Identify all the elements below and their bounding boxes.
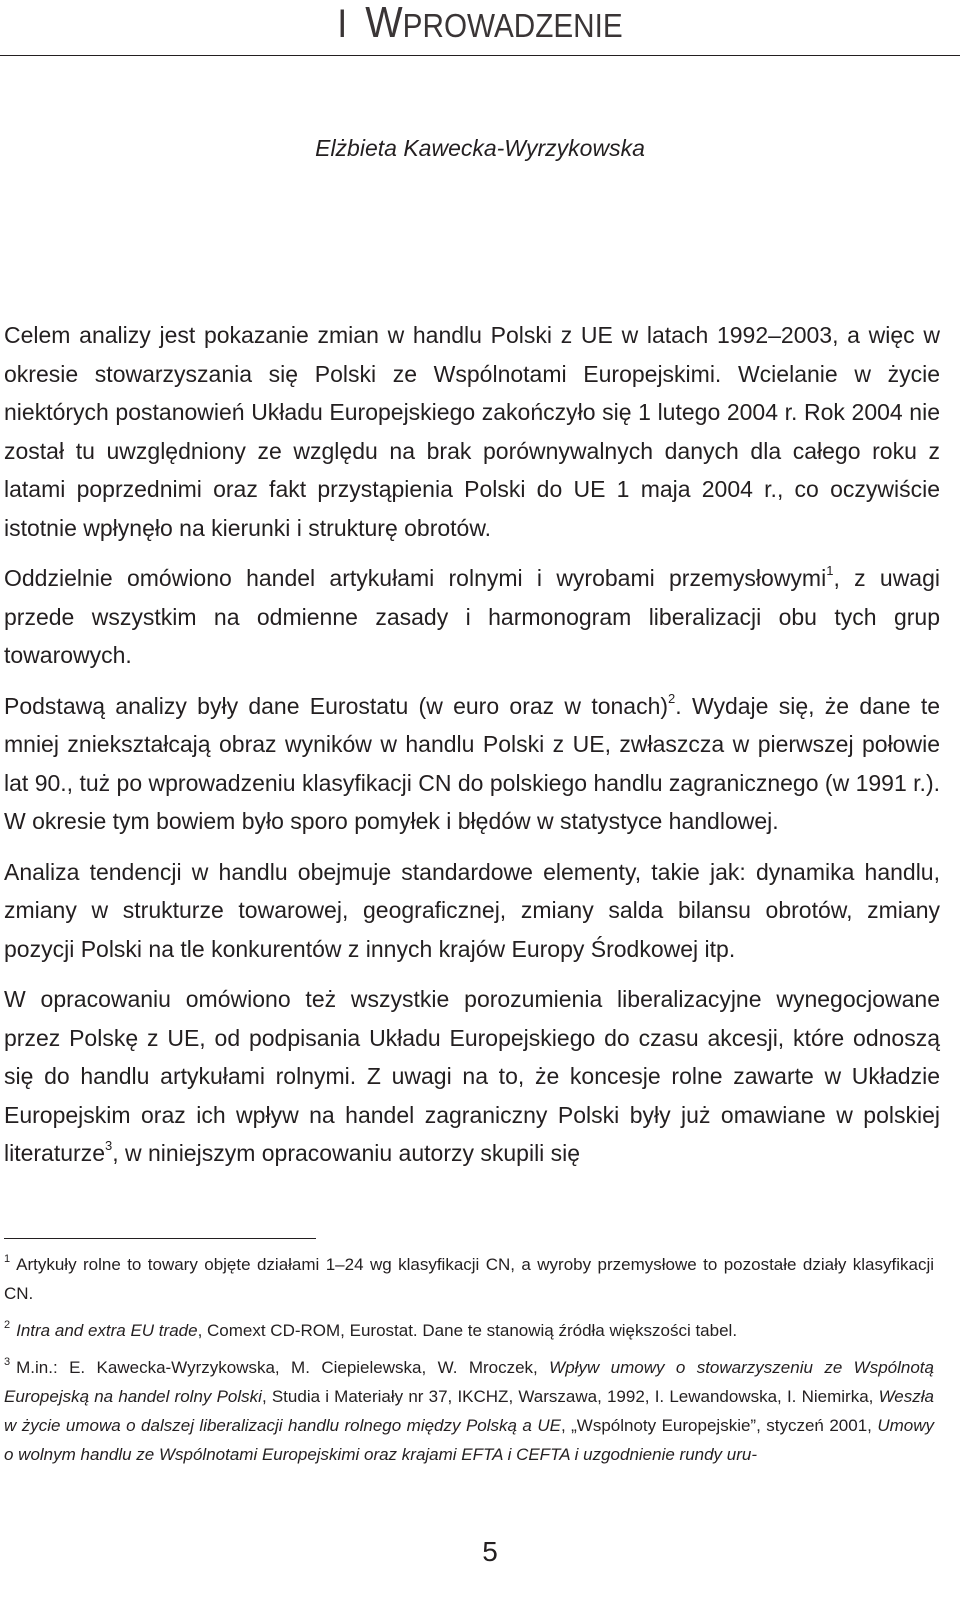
paragraph-2-text-a: Oddzielnie omówiono handel artykułami rolnymi i wyrobami przemysłowymi xyxy=(4,565,827,591)
footnote-2-number: 2 xyxy=(4,1319,11,1332)
paragraph-2-text-b: , z uwagi przede wszystkim na odmienne zasady i harmonogram liberalizacji obu tych grup towarowych. xyxy=(4,565,940,668)
footnote-ref-1: 1 xyxy=(826,563,834,579)
paragraph-5 xyxy=(4,980,940,1173)
paragraph-1: Celem analizy jest pokazanie zmian w handlu Polski z UE w latach 1992–2003, a więc w okresie stowarzyszania się Polski ze Wspólnotami Europejskimi. Wcielanie w życie niektórych postanowień Układu Europejskiego zakończyło się 1 lutego 2004 r. Rok 2004 nie został tu uwzględniony ze względu na brak porównywalnych danych dla całego roku z latami poprzednimi oraz fakt przystąpienia Polski do UE 1 maja 2004 r., co oczywiście istotnie wpłynęło na kierunki i strukturę obrotów. xyxy=(4,322,940,541)
footnote-1-text: Artykuły rolne to towary objęte działami 1–24 wg klasyfikacji CN, a wyroby przemysłowe to pozostałe działy klasyfikacji CN. xyxy=(4,1255,934,1303)
footnote-2 xyxy=(4,1316,934,1345)
footnote-3-italic-1: Wpływ umowy o stowarzyszeniu ze Wspólnotą Europejską na handel rolny Polski xyxy=(4,1358,934,1406)
chapter-title-initial: W xyxy=(365,0,403,47)
chapter-number: I xyxy=(337,2,348,46)
chapter-heading xyxy=(48,0,912,49)
footnote-1-number: 1 xyxy=(4,1253,11,1266)
paragraph-2 xyxy=(4,559,940,675)
footnote-3 xyxy=(4,1353,934,1469)
footnote-1 xyxy=(4,1250,934,1308)
footnote-ref-3: 3 xyxy=(104,1138,113,1154)
footnote-3-italic-2: Weszła w życie umowa o dalszej liberalizacji handlu rolnego między Polską a UE xyxy=(4,1387,934,1435)
paragraph-5-text-a: W opracowaniu omówiono też wszystkie porozumienia liberalizacyjne wynegocjowane przez Polskę z UE, od podpisania Układu Europejskiego do czasu akcesji, które odnoszą się do handlu artykułami rolnymi. Z uwagi na to, że koncesje rolne zawarte w Układzie Europejskim oraz ich wpływ na handel zagraniczny Polski były już omawiane w polskiej literaturze xyxy=(4,986,940,1166)
paragraph-5-text-b: , w niniejszym opracowaniu autorzy skupili się xyxy=(112,1140,581,1166)
chapter-title-rest: PROWADZENIE xyxy=(402,7,623,44)
heading-rule xyxy=(0,55,960,56)
paragraph-3 xyxy=(4,687,940,841)
footnotes xyxy=(4,1250,934,1477)
paragraph-4: Analiza tendencji w handlu obejmuje standardowe elementy, takie jak: dynamika handlu, zmiany w strukturze towarowej, geograficznej, zmiany salda bilansu obrotów, zmiany pozycji Polski na tle konkurentów z innych krajów Europy Środkowej itp. xyxy=(4,858,940,962)
footnote-ref-2: 2 xyxy=(668,690,676,706)
footnote-3-text-2: , Studia i Materiały nr 37, IKCHZ, Warszawa, 1992, I. Lewandowska, I. Niemirka, xyxy=(261,1387,879,1406)
footnote-3-italic-3: Umowy o wolnym handlu ze Wspólnotami Europejskimi oraz krajami EFTA i CEFTA i uzgodnienie rundy uru- xyxy=(4,1416,934,1464)
footnote-3-number: 3 xyxy=(4,1356,11,1369)
author-name: Elżbieta Kawecka-Wyrzykowska xyxy=(315,135,645,161)
footnote-3-text-3: , „Wspólnoty Europejskie”, styczeń 2001, xyxy=(560,1416,878,1435)
footnote-3-text-1: M.in.: E. Kawecka-Wyrzykowska, M. Ciepielewska, W. Mroczek, xyxy=(16,1358,550,1377)
body-text xyxy=(4,316,940,1185)
footnote-2-italic: Intra and extra EU trade xyxy=(16,1321,198,1340)
page-number: 5 xyxy=(482,1536,498,1567)
paragraph-3-text-b: . Wydaje się, że dane te mniej zniekształcają obraz wyników w handlu Polski z UE, zwłaszcza w pierwszej połowie lat 90., tuż po wprowadzeniu klasyfikacji CN do polskiego handlu zagranicznego (w 1991 r.). W okresie tym bowiem było sporo pomyłek i błędów w statystyce handlowej. xyxy=(4,692,941,834)
paragraph-3-text-a: Podstawą analizy były dane Eurostatu (w euro oraz w tonach) xyxy=(4,692,669,719)
footnote-separator xyxy=(4,1238,316,1239)
footnote-2-text: , Comext CD-ROM, Eurostat. Dane te stanowią źródła większości tabel. xyxy=(197,1321,738,1340)
